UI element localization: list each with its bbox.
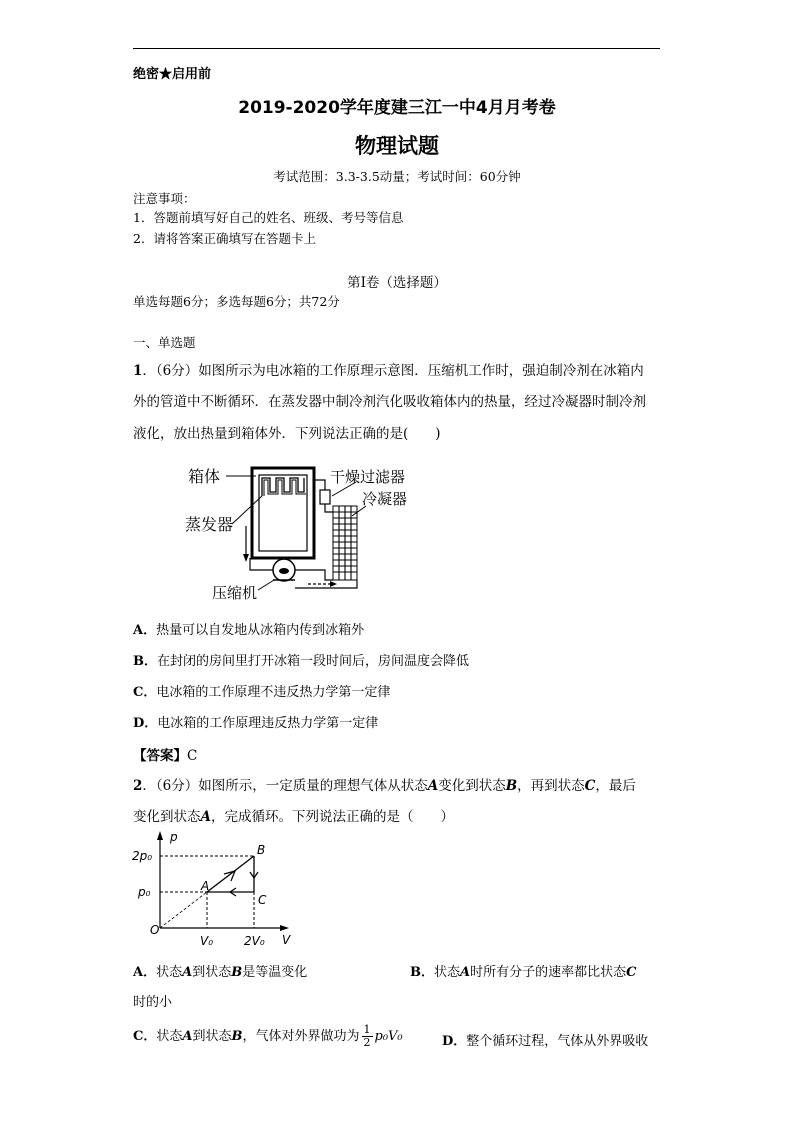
pv-diagram	[132, 828, 297, 953]
exam-range: 考试范围：3.3-3.5动量；考试时间：60分钟	[273, 169, 521, 184]
part-title: 一、单选题	[133, 335, 196, 350]
q2-option-c: C．状态A到状态B，气体对外界做功为 $\frac{1}{2}$ p₀V₀	[133, 1023, 403, 1049]
q1-line-2: 外的管道中不断循环．在蒸发器中制冷剂汽化吸收箱体内的热量，经过冷凝器时制冷剂	[133, 394, 646, 410]
tick-2v0: 2V₀	[244, 934, 265, 948]
q1-number: 1	[133, 363, 143, 379]
q1-option-a: A．热量可以自发地从冰箱内传到冰箱外	[133, 623, 365, 638]
q1-option-b: B．在封闭的房间里打开冰箱一段时间后，房间温度会降低	[133, 654, 470, 669]
point-c: C	[258, 893, 267, 907]
q2-option-a: A．状态A到状态B是等温变化	[133, 965, 308, 980]
secret-label: 绝密★启用前	[133, 67, 212, 82]
refrigerator-diagram	[180, 456, 420, 606]
tick-v0: V₀	[200, 934, 214, 948]
axis-label-v: V	[282, 933, 291, 947]
q1-score: （6分）	[155, 363, 199, 379]
origin-label: O	[150, 923, 160, 937]
exam-title: 2019-2020学年度建三江一中4月月考卷	[238, 98, 556, 118]
label-compressor: 压缩机	[212, 584, 258, 602]
exam-subject: 物理试题	[355, 134, 439, 158]
point-a: A	[201, 879, 210, 893]
axis-label-p: p	[170, 830, 178, 844]
q1-line-3: 液化，放出热量到箱体外．下列说法正确的是( )	[133, 426, 441, 442]
q1-option-c: C．电冰箱的工作原理不违反热力学第一定律	[133, 685, 391, 700]
q2-line-1: 2．（6分）如图所示，一定质量的理想气体从状态A变化到状态B，再到状态C，最后	[133, 778, 636, 794]
point-b: B	[257, 843, 266, 857]
q1-line-1: 1．（6分）如图所示为电冰箱的工作原理示意图．压缩机工作时，强迫制冷剂在冰箱内	[133, 363, 644, 379]
section-title: 第I卷（选择题）	[347, 275, 447, 291]
q2-option-b-cont: 时的小	[133, 995, 173, 1010]
section-scoring: 单选每题6分；多选每题6分；共72分	[133, 294, 340, 309]
tick-p0: p₀	[138, 885, 151, 899]
q1-answer: 【答案】C	[133, 748, 198, 764]
label-evaporator: 蒸发器	[185, 515, 234, 534]
q2-option-d: D．整个循环过程，气体从外界吸收	[442, 1034, 649, 1049]
notes-heading: 注意事项：	[133, 191, 196, 206]
q2-line-2: 变化到状态A，完成循环。下列说法正确的是（ ）	[133, 809, 454, 825]
label-box: 箱体	[188, 467, 221, 486]
label-filter: 干燥过滤器	[330, 468, 406, 486]
fraction-half: $\frac{1}{2}$	[363, 1023, 371, 1049]
header-rule	[133, 48, 660, 49]
q2-option-b: B．状态A时所有分子的速率都比状态C	[410, 965, 637, 980]
note-item: 1．答题前填写好自己的姓名、班级、考号等信息	[133, 210, 404, 225]
note-item: 2．请将答案正确填写在答题卡上	[133, 231, 316, 246]
q1-option-d: D．电冰箱的工作原理违反热力学第一定律	[133, 716, 379, 731]
tick-2p0: 2p₀	[132, 849, 153, 863]
label-condenser: 冷凝器	[362, 490, 408, 508]
